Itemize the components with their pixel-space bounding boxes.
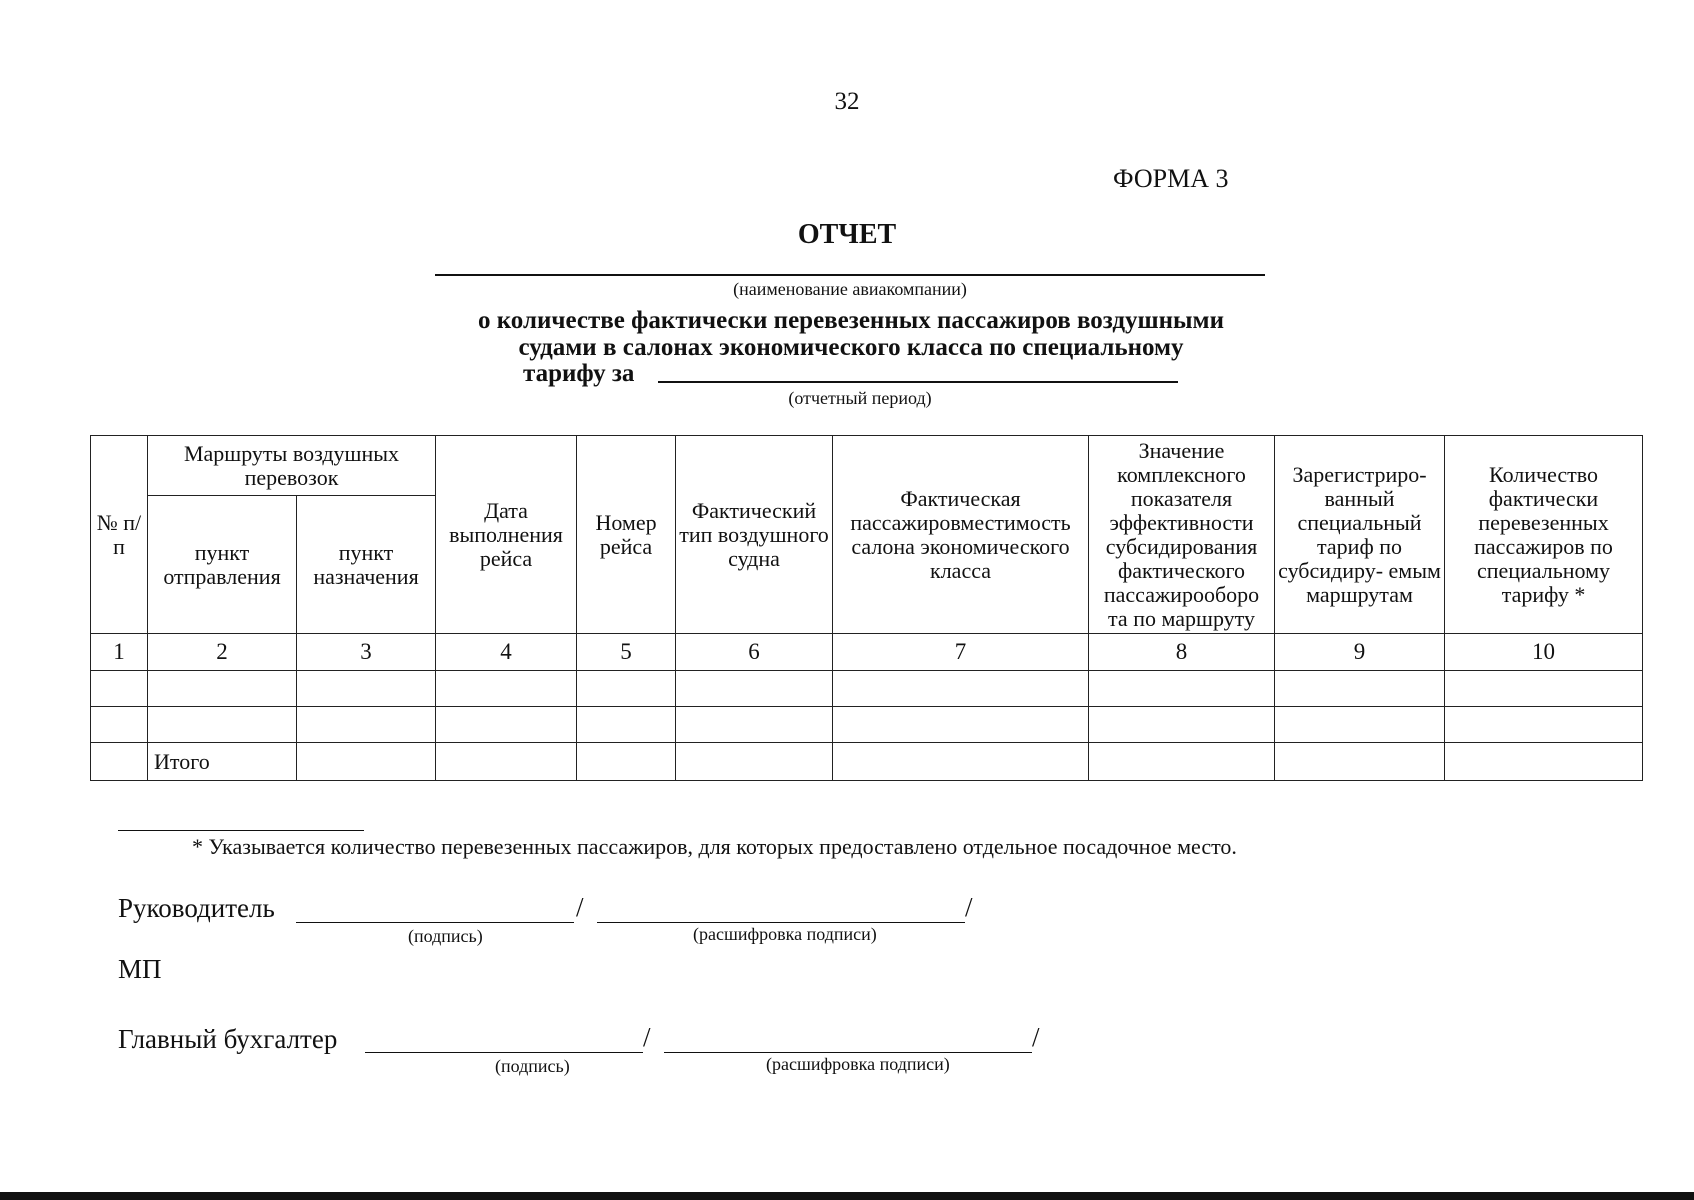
- table-cell: [297, 707, 436, 743]
- airline-caption: (наименование авиакомпании): [733, 279, 967, 299]
- table-cell: [91, 671, 148, 707]
- header-flight-date: Дата выполнения рейса: [436, 436, 577, 634]
- header-departure: пункт отправления: [148, 496, 297, 634]
- signature-slash: /: [576, 892, 584, 922]
- table-cell: [1275, 743, 1445, 781]
- total-label: Итого: [148, 743, 297, 781]
- header-destination: пункт назначения: [297, 496, 436, 634]
- table-cell: [297, 671, 436, 707]
- period-caption: (отчетный период): [788, 388, 932, 408]
- signature-slash: /: [1032, 1022, 1040, 1052]
- header-seat-capacity: Фактическая пассажировместимость салона экономического класса: [833, 436, 1089, 634]
- column-number: 3: [297, 634, 436, 671]
- table-cell: [1445, 743, 1643, 781]
- header-routes: Маршруты воздушных перевозок: [148, 436, 436, 496]
- table-cell: [297, 743, 436, 781]
- footnote: * Указывается количество перевезенных пассажиров, для которых предоставлено отдельное посадочное место.: [192, 834, 1237, 859]
- report-table: [90, 435, 1643, 781]
- table-cell: [436, 707, 577, 743]
- signature-caption: (подпись): [408, 926, 483, 946]
- report-subtitle: [380, 307, 1322, 361]
- period-line: [658, 381, 1178, 383]
- table-cell: [833, 671, 1089, 707]
- header-special-tariff: Зарегистриро- ванный специальный тариф по субсидиру- емым маршрутам: [1275, 436, 1445, 634]
- stamp-placeholder: МП: [118, 954, 162, 984]
- table-cell: [91, 707, 148, 743]
- column-number: 8: [1089, 634, 1275, 671]
- column-number: 9: [1275, 634, 1445, 671]
- table-cell: [676, 707, 833, 743]
- tariff-prefix: тарифу за: [523, 360, 635, 387]
- accountant-decoding-line: [664, 1052, 1032, 1053]
- signature-slash: /: [965, 892, 973, 922]
- table-row: [91, 671, 1643, 707]
- column-number: 10: [1445, 634, 1643, 671]
- table-cell: [577, 707, 676, 743]
- header-flight-number: Номер рейса: [577, 436, 676, 634]
- table-cell: [148, 671, 297, 707]
- header-row-number: № п/п: [91, 436, 148, 634]
- header-efficiency-indicator: Значение комплексного показателя эффективности субсидирования фактического пассажирооборо та по маршруту: [1089, 436, 1275, 634]
- column-number: 7: [833, 634, 1089, 671]
- scan-edge-bar: [0, 1192, 1694, 1200]
- table-cell: [577, 743, 676, 781]
- table-cell: [676, 671, 833, 707]
- header-aircraft-type: Фактический тип воздушного судна: [676, 436, 833, 634]
- column-number: 1: [91, 634, 148, 671]
- form-label: ФОРМА 3: [1113, 164, 1229, 193]
- table-cell: [1275, 671, 1445, 707]
- column-number: 5: [577, 634, 676, 671]
- subtitle-line-2: судами в салонах экономического класса по специальному: [518, 334, 1184, 361]
- table-cell: [1275, 707, 1445, 743]
- table-cell: [676, 743, 833, 781]
- airline-name-line: [435, 274, 1265, 276]
- table-row: [91, 707, 1643, 743]
- head-signature-line: [296, 922, 574, 923]
- footnote-separator: [118, 830, 364, 831]
- table-cell: [148, 707, 297, 743]
- table-cell: [436, 671, 577, 707]
- page-number: 32: [834, 88, 860, 115]
- table-cell: [1089, 671, 1275, 707]
- table-cell: [577, 671, 676, 707]
- table-cell: [1089, 743, 1275, 781]
- subtitle-line-1: о количестве фактически перевезенных пассажиров воздушными: [477, 307, 1224, 334]
- table-cell: [436, 743, 577, 781]
- head-decoding-line: [597, 922, 965, 923]
- total-row: [91, 743, 1643, 781]
- signature-caption: (подпись): [495, 1056, 570, 1076]
- table-cell: [91, 743, 148, 781]
- head-label: Руководитель: [118, 893, 275, 923]
- header-passenger-count: Количество фактически перевезенных пассажиров по специальному тарифу *: [1445, 436, 1643, 634]
- table-cell: [1445, 671, 1643, 707]
- signature-slash: /: [643, 1022, 651, 1052]
- report-title: ОТЧЕТ: [797, 219, 897, 250]
- decoding-caption: (расшифровка подписи): [693, 924, 877, 944]
- accountant-label: Главный бухгалтер: [118, 1024, 338, 1054]
- table-cell: [833, 743, 1089, 781]
- column-number: 2: [148, 634, 297, 671]
- decoding-caption: (расшифровка подписи): [766, 1054, 950, 1074]
- column-numbers-row: [91, 634, 1643, 671]
- table-cell: [833, 707, 1089, 743]
- table-cell: [1089, 707, 1275, 743]
- table-cell: [1445, 707, 1643, 743]
- accountant-signature-line: [365, 1052, 643, 1053]
- column-number: 6: [676, 634, 833, 671]
- column-number: 4: [436, 634, 577, 671]
